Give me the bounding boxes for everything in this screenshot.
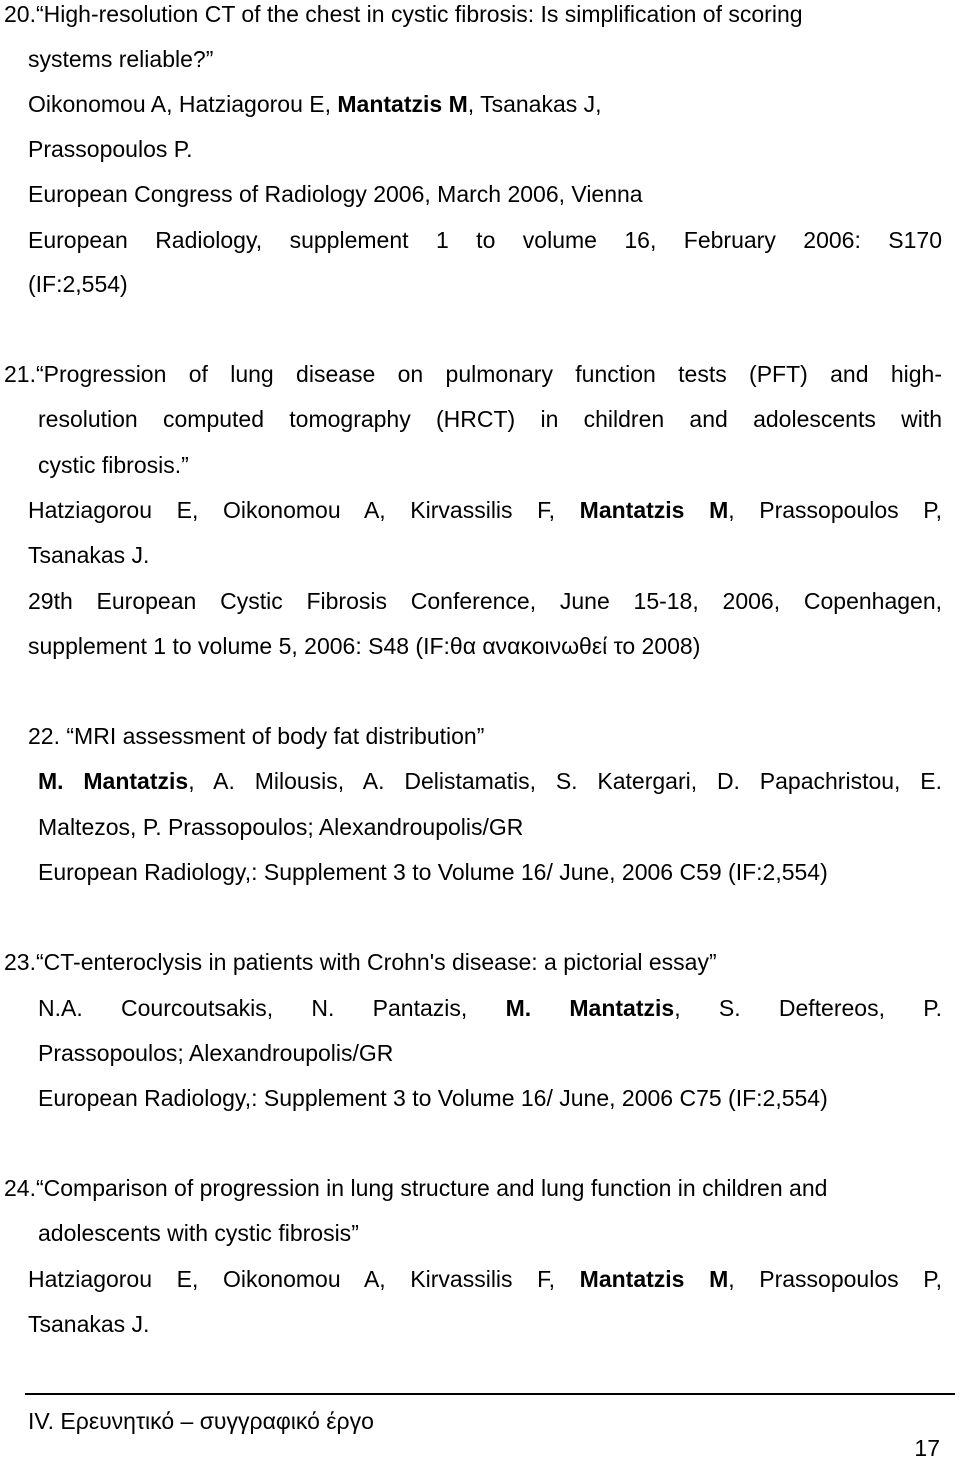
entry-21-title-line2: resolution computed tomography (HRCT) in children and adolescents with (38, 406, 942, 432)
entry-24-title-line2: adolescents with cystic fibrosis” (38, 1220, 359, 1246)
entry-21-title-line1: 21.“Progression of lung disease on pulmonary function tests (PFT) and high- (4, 361, 942, 387)
entry-20-venue-line1: European Congress of Radiology 2006, March 2006, Vienna (28, 181, 643, 207)
entry-20-authors-line2: Prassopoulos P. (28, 136, 193, 162)
entry-24-title-line1: 24.“Comparison of progression in lung structure and lung function in children and (4, 1175, 828, 1201)
entry-20-venue-line2: European Radiology, supplement 1 to volume 16, February 2006: S170 (28, 227, 942, 253)
entry-21-authors-line2: Tsanakas J. (28, 542, 150, 568)
entry-23-authors-line1: N.A. Courcoutsakis, N. Pantazis, M. Mantatzis, S. Deftereos, P. (38, 995, 943, 1021)
entry-20-title-line2: systems reliable?” (28, 46, 214, 72)
page-number: 17 (914, 1435, 940, 1461)
footer-divider (25, 1393, 955, 1395)
entry-20-venue-line3: (IF:2,554) (28, 271, 128, 297)
entry-21-venue-line1: 29th European Cystic Fibrosis Conference, June 15-18, 2006, Copenhagen, (28, 588, 942, 614)
entry-20-authors-line1: Oikonomou A, Hatziagorou E, Mantatzis M, Tsanakas J, (28, 91, 602, 117)
entry-21-title-line3: cystic fibrosis.” (38, 452, 189, 478)
entry-22-authors-line1: M. Mantatzis, A. Milousis, A. Delistamatis, S. Katergari, D. Papachristou, E. (38, 768, 942, 794)
entry-23-authors-line2: Prassopoulos; Alexandroupolis/GR (38, 1040, 394, 1066)
entry-22-venue: European Radiology,: Supplement 3 to Volume 16/ June, 2006 C59 (IF:2,554) (38, 859, 828, 885)
entry-21-venue-line2: supplement 1 to volume 5, 2006: S48 (IF:θα ανακοινωθεί το 2008) (28, 633, 701, 659)
entry-21-authors-line1: Hatziagorou E, Oikonomou A, Kirvassilis F, Mantatzis M, Prassopoulos P, (28, 497, 943, 523)
entry-22-title: 22. “MRI assessment of body fat distribution” (28, 723, 485, 749)
entry-23-title: 23.“CT-enteroclysis in patients with Crohn's disease: a pictorial essay” (4, 949, 717, 975)
entry-24-authors-line2: Tsanakas J. (28, 1311, 150, 1337)
entry-20-title-line1: 20.“High-resolution CT of the chest in cystic fibrosis: Is simplification of scoring (4, 1, 803, 27)
entry-23-venue: European Radiology,: Supplement 3 to Volume 16/ June, 2006 C75 (IF:2,554) (38, 1085, 828, 1111)
footer-section-title: IV. Ερευνητικό – συγγραφικό έργο (28, 1408, 374, 1434)
entry-22-authors-line2: Maltezos, P. Prassopoulos; Alexandroupolis/GR (38, 814, 524, 840)
entry-24-authors-line1: Hatziagorou E, Oikonomou A, Kirvassilis F, Mantatzis M, Prassopoulos P, (28, 1266, 943, 1292)
